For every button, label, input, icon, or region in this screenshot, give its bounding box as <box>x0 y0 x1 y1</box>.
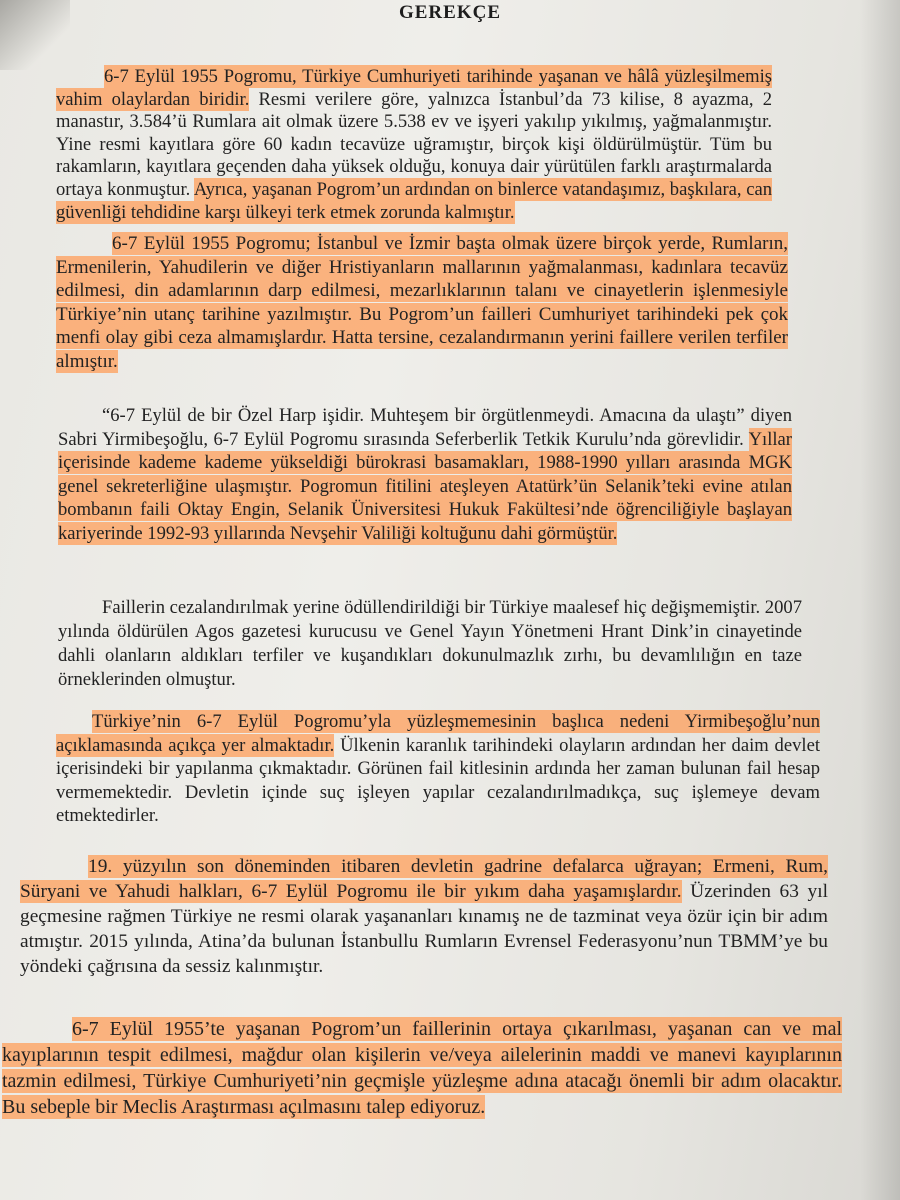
page-edge-shadow <box>860 0 900 1200</box>
highlighted-text: Ayrıca, yaşanan Pogrom’un ardından on binlerce vatandaşımız, başkılara, can güvenliği tehdidine karşı ülkeyi terk etmek zorunda kalmıştır. <box>56 178 773 223</box>
highlighted-text: Türkiye’nin 6-7 Eylül Pogromu’yla yüzleşmemesinin başlıca nedeni Yirmibeşoğlu’nun açıklamasında açıkça yer almaktadır. <box>56 711 820 756</box>
paragraph-7 <box>2 1016 842 1120</box>
body-text: Resmi verilere göre, yalnızca İstanbul’da 73 kilise, 8 ayazma, 2 manastır, 3.584’ü Rumlara ait olmak üzere 5.538 ev ve işyeri yakılıp yıkılmış, yağmalanmıştır. Yine resmi kayıtlara göre 60 kadın tecavüze uğramıştır, birçok kişi öldürülmüştür. Tüm bu rakamların, kayıtlara geçenden daha yüksek olduğu, konuya dair yürütülen farklı araştırmalarda ortaya konmuştur. <box>56 88 772 200</box>
highlighted-text: 6-7 Eylül 1955 Pogromu; İstanbul ve İzmir başta olmak üzere birçok yerde, Rumların, Ermenilerin, Yahudilerin ve diğer Hristiyanların mallarının yağmalanması, kadınlara tecavüz edilmesi, din adamlarının darp edilmesi, mezarlıklarının talanı ve cinayetlerin işlenmesiyle Türkiye’nin utanç tarihine yazılmıştır. Bu Pogrom’un failleri Cumhuriyet tarihindeki pek çok menfi olay gibi ceza almamışlardır. Hatta tersine, cezalandırmanın yerini faillere verilen terfiler almıştır. <box>56 233 788 372</box>
highlighted-text: 19. yüzyılın son döneminden itibaren devletin gadrine defalarca uğrayan; Ermeni, Rum, Süryani ve Yahudi halkları, 6-7 Eylül Pogromu ile bir yıkım daha yaşamışlardır. <box>20 856 828 902</box>
paragraph-6 <box>20 854 828 979</box>
paragraph-3 <box>58 404 792 546</box>
paragraph-5 <box>56 710 820 828</box>
highlighted-text: 6-7 Eylül 1955 Pogromu, Türkiye Cumhuriyeti tarihinde yaşanan ve hâlâ yüzleşilmemiş vahim olaylardan biridir. <box>56 66 772 110</box>
paragraph-4 <box>58 596 802 692</box>
paragraph-2 <box>56 232 788 374</box>
highlighted-text: 6-7 Eylül 1955’te yaşanan Pogrom’un faillerinin ortaya çıkarılması, yaşanan can ve mal kayıplarının tespit edilmesi, mağdur olan kişilerin ve/veya ailelerinin maddi ve manevi kayıplarının tazmin edilmesi, Türkiye Cumhuriyeti’nin geçmişle yüzleşme adına atacağı önemli bir adım olacaktır. Bu sebeple bir Meclis Araştırması açılmasını talep ediyoruz. <box>2 1018 842 1118</box>
highlighted-text: Yıllar içerisinde kademe kademe yükseldiği bürokrasi basamakları, 1988-1990 yılları arasında MGK genel sekreterliğine ulaşmıştır. Pogromun fitilini ateşleyen Atatürk’ün Selanik’teki evine atılan bombanın faili Oktay Engin, Selanik Üniversitesi Hukuk Fakültesi’nde öğrenciliğiyle başlayan kariyerinde 1992-93 yıllarında Nevşehir Valiliği koltuğunu dahi görmüştür. <box>58 428 792 544</box>
document-title: GEREKÇE <box>398 2 502 23</box>
paragraph-1 <box>56 66 772 224</box>
body-text: “6-7 Eylül de bir Özel Harp işidir. Muhteşem bir örgütlenmeydi. Amacına da ulaştı” diyen Sabri Yirmibeşoğlu, 6-7 Eylül Pogromu sırasında Seferberlik Tetkik Kurulu’nda görevlidir. <box>58 405 792 450</box>
body-text: Üzerinden 63 yıl geçmesine rağmen Türkiye ne resmi olarak yaşananları kınamış ne de tazminat veya özür için bir adım atmıştır. 2015 yılında, Atina’da bulunan İstanbullu Rumların Evrensel Federasyonu’nun TBMM’ye bu yöndeki çağrısına da sessiz kalınmıştır. <box>20 881 828 977</box>
body-text: Ülkenin karanlık tarihindeki olayların ardından her daim devlet içerisindeki bir yapılanma çıkmaktadır. Görünen fail kitlesinin ardında her zaman bulunan fail hesap vermemektedir. Devletin içinde suç işleyen yapılar cezalandırılmadıkça, suç işlemeye devam etmektedirler. <box>56 734 820 827</box>
body-text: Faillerin cezalandırılmak yerine ödüllendirildiği bir Türkiye maalesef hiç değişmemiştir. 2007 yılında öldürülen Agos gazetesi kurucusu ve Genel Yayın Yönetmeni Hrant Dink’in cinayetinde dahli olanların aldıkları terfiler ve kuşandıkları dokunulmazlık zırhı, bu devamlılığın en taze örneklerinden olmuştur. <box>58 597 802 690</box>
